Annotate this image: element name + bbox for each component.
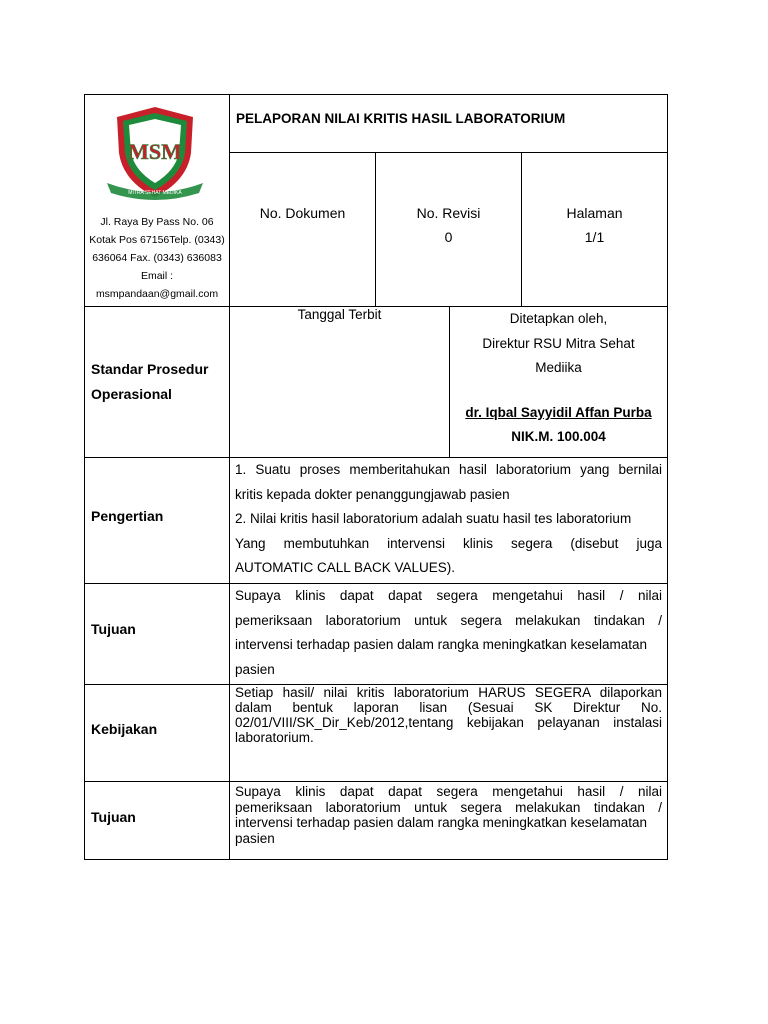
pengertian-line: 1. Suatu proses memberitahukan hasil laboratorium yang bernilai [235,462,662,477]
no-revisi-cell [375,152,522,307]
halaman-value: 1/1 [584,229,605,245]
sop-label [91,357,208,407]
no-revisi-label: No. Revisi [416,205,481,221]
ditetapkan-cell [449,306,668,458]
logo-cell [84,94,230,307]
pengertian-content-cell [229,457,668,584]
address-line: Jl. Raya By Pass No. 06 [100,216,214,228]
ditetapkan-text [450,307,667,381]
sop-label-line: Operasional [91,386,172,402]
pengertian-label-cell [84,457,230,584]
tujuan-2-line: intervensi terhadap pasien dalam rangka meningkatkan keselamatan [235,815,648,830]
address-line: Kotak Pos 67156Telp. (0343) [89,234,225,246]
logo-ribbon-text: MITRA SEHAT MEDIKA [128,190,182,196]
document-title: PELAPORAN NILAI KRITIS HASIL LABORATORIUM [236,111,566,126]
pengertian-text [235,458,662,581]
address-line: Email : [140,270,174,282]
hospital-address [87,213,227,303]
tujuan-line: Supaya klinis dapat dapat segera mengetahui hasil / nilai [235,588,662,603]
sop-document [84,94,668,860]
kebijakan-line: 02/01/VIII/SK_Dir_Keb/2012,tentang kebijakan pelayanan instalasi [235,715,662,730]
tanggal-terbit-label: Tanggal Terbit [297,307,382,322]
kebijakan-line: laboratorium. [235,730,314,745]
address-line: msmpandaan@gmail.com [95,288,219,300]
no-revisi-value: 0 [444,229,453,245]
signatory-name: dr. Iqbal Sayyidil Affan Purba [465,405,652,420]
tujuan-content-cell [229,583,668,685]
pengertian-line: 2. Nilai kritis hasil laboratorium adalah suatu hasil tes laboratorium [235,511,632,526]
pengertian-line: AUTOMATIC CALL BACK VALUES). [235,560,456,575]
kebijakan-line: dalam bentuk laporan lisan (Sesuai SK Direktur No. [235,700,662,715]
tujuan-line: intervensi terhadap pasien dalam rangka meningkatkan keselamatan [235,637,648,652]
sop-label-cell [84,306,230,458]
tujuan-2-label-cell [84,781,230,860]
pengertian-label: Pengertian [91,508,164,524]
ditetapkan-line: Direktur RSU Mitra Sehat [482,335,635,351]
no-dokumen-label: No. Dokumen [259,205,346,221]
tujuan-2-content-cell [229,781,668,860]
tujuan-label-cell [84,583,230,685]
title-cell [229,94,668,153]
kebijakan-label: Kebijakan [91,721,158,737]
kebijakan-content-cell [229,684,668,782]
kebijakan-label-cell [84,684,230,782]
ditetapkan-line: Mediika [535,360,582,375]
no-dokumen-cell [229,152,376,307]
tujuan-line: pasien [235,661,275,677]
tujuan-2-label: Tujuan [91,809,136,825]
halaman-label: Halaman [566,205,623,221]
kebijakan-text [235,685,662,745]
tujuan-text [235,584,662,682]
logo-text: MSM [128,139,182,164]
tujuan-2-line: pemeriksaan laboratorium untuk segera melakukan tindakan / [235,799,662,815]
tujuan-label: Tujuan [91,621,136,637]
address-line: 636064 Fax. (0343) 636083 [92,252,222,264]
pengertian-line: Yang membutuhkan intervensi klinis segera (disebut juga [235,535,662,551]
signatory-nik: NIK.M. 100.004 [511,429,606,444]
sop-label-line: Standar Prosedur [91,361,209,377]
tujuan-2-text [235,784,662,846]
hospital-logo [105,103,205,203]
halaman-cell [521,152,668,307]
kebijakan-line: Setiap hasil/ nilai kritis laboratorium HARUS SEGERA dilaporkan [235,685,662,700]
tujuan-line: pemeriksaan laboratorium untuk segera melakukan tindakan / [235,612,662,628]
tanggal-terbit-cell [229,306,450,458]
tujuan-2-line: Supaya klinis dapat dapat segera mengetahui hasil / nilai [235,784,662,799]
tujuan-2-line: pasien [235,830,275,846]
pengertian-line: kritis kepada dokter penanggungjawab pasien [235,486,510,502]
ditetapkan-line: Ditetapkan oleh, [509,311,608,326]
